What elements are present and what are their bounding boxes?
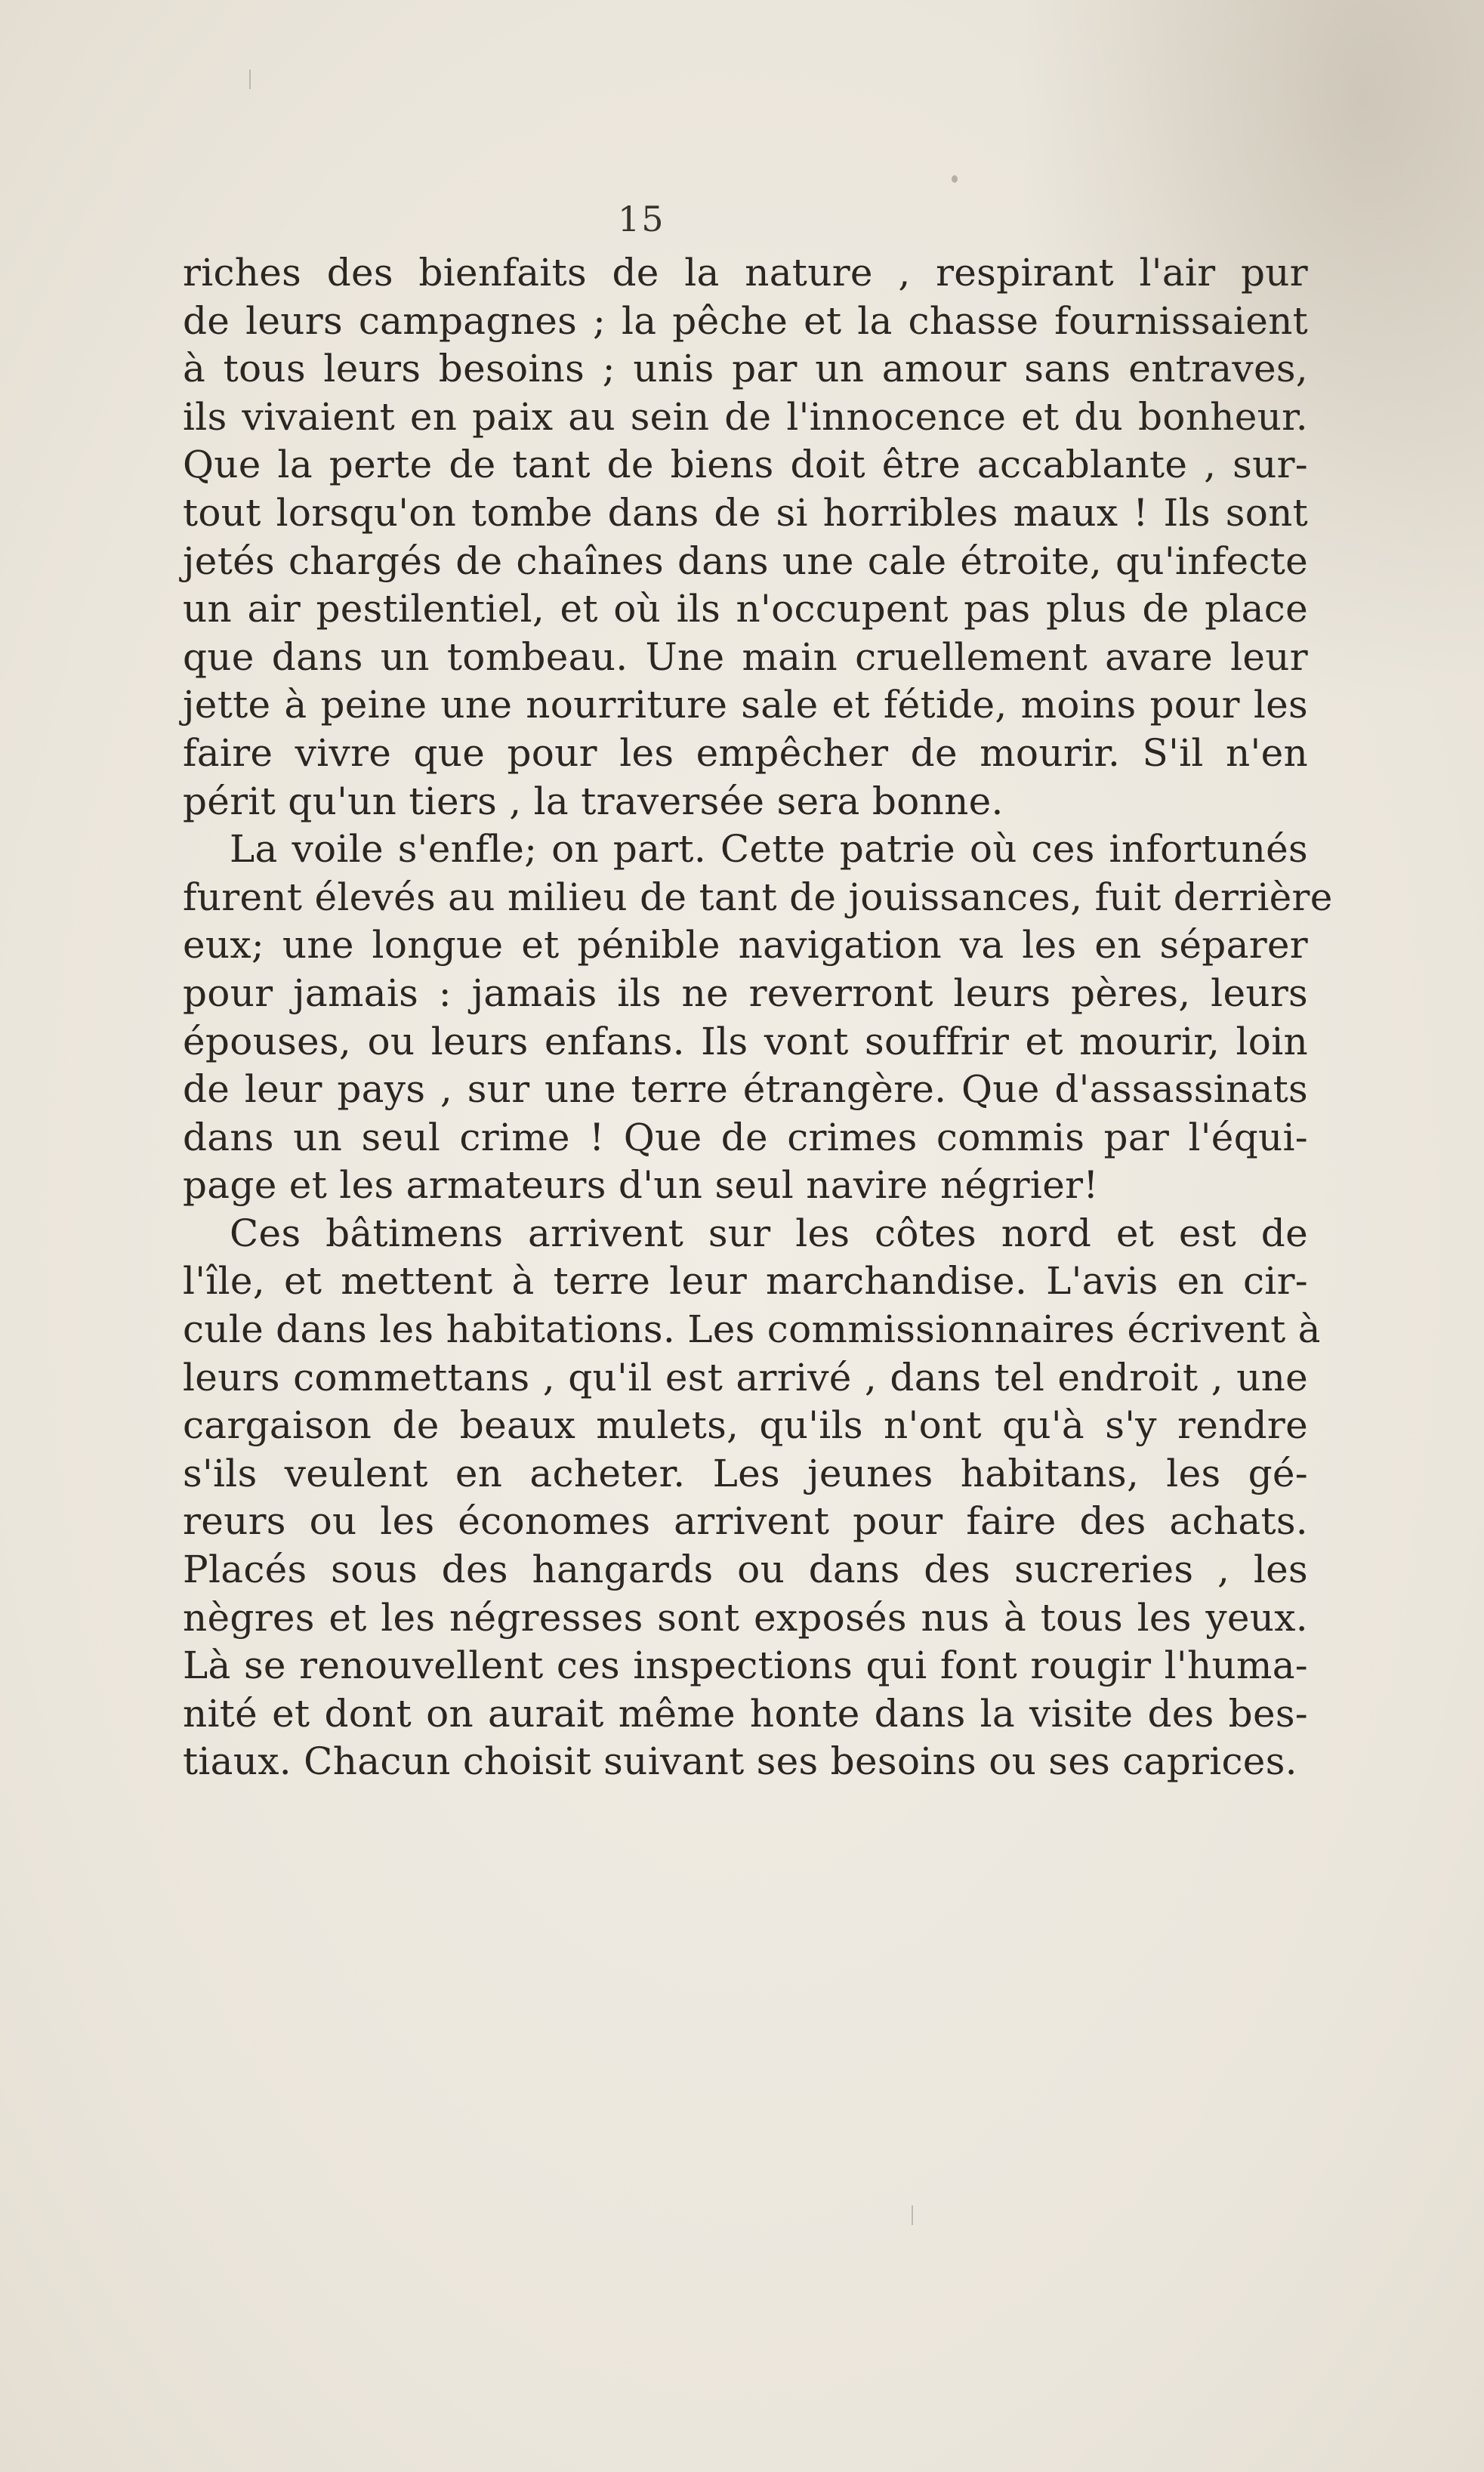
text-line: nité et dont on aurait même honte dans la visite des bes- xyxy=(183,1691,1308,1736)
text-line: page et les armateurs d'un seul navire négrier! xyxy=(183,1163,1099,1208)
text-line: s'ils veulent en acheter. Les jeunes habitans, les gé- xyxy=(183,1451,1308,1495)
text-line: périt qu'un tiers , la traversée sera bonne. xyxy=(183,779,1004,823)
text-line: faire vivre que pour les empêcher de mourir. S'il n'en xyxy=(183,730,1308,775)
text-line: cargaison de beaux mulets, qu'ils n'ont qu'à s'y rendre xyxy=(183,1403,1308,1448)
text-line: tiaux. Chacun choisit suivant ses besoins ou ses caprices. xyxy=(183,1739,1297,1784)
text-line: Là se renouvellent ces inspections qui font rougir l'huma- xyxy=(183,1643,1308,1688)
page-number: 15 xyxy=(618,199,665,239)
paragraph-start-line: Ces bâtimens arrivent sur les côtes nord et est de xyxy=(230,1211,1308,1255)
body-text xyxy=(183,249,1333,1786)
text-line: dans un seul crime ! Que de crimes commis par l'équi- xyxy=(183,1115,1308,1159)
text-line: Que la perte de tant de biens doit être accablante , sur- xyxy=(183,443,1308,487)
text-line: nègres et les négresses sont exposés nus à tous les yeux. xyxy=(183,1595,1308,1640)
text-line: cule dans les habitations. Les commissionnaires écrivent à xyxy=(183,1307,1321,1352)
text-line: riches des bienfaits de la nature , respirant l'air pur xyxy=(183,251,1308,295)
text-line: pour jamais : jamais ils ne reverront leurs pères, leurs xyxy=(183,971,1308,1015)
text-line: tout lorsqu'on tombe dans de si horribles maux ! Ils sont xyxy=(183,490,1308,535)
text-line: jetés chargés de chaînes dans une cale étroite, qu'infecte xyxy=(183,539,1308,583)
text-line: ils vivaient en paix au sein de l'innocence et du bonheur. xyxy=(183,394,1308,439)
paper-mark xyxy=(249,69,251,89)
paper-mark xyxy=(912,2205,913,2225)
text-line: Placés sous des hangards ou dans des sucreries , les xyxy=(183,1548,1308,1592)
text-line: jette à peine une nourriture sale et fétide, moins pour les xyxy=(183,683,1308,727)
text-line: de leurs campagnes ; la pêche et la chasse fournissaient xyxy=(183,298,1308,343)
text-line: à tous leurs besoins ; unis par un amour sans entraves, xyxy=(183,347,1308,391)
text-line: eux; une longue et pénible navigation va les en séparer xyxy=(183,923,1308,968)
paper-speck xyxy=(952,175,958,183)
text-line: épouses, ou leurs enfans. Ils vont souffrir et mourir, loin xyxy=(183,1019,1308,1063)
text-line: de leur pays , sur une terre étrangère. Que d'assassinats xyxy=(183,1067,1308,1112)
text-line: furent élevés au milieu de tant de jouissances, fuit derrière xyxy=(183,875,1333,919)
text-line: reurs ou les économes arrivent pour faire des achats. xyxy=(183,1499,1308,1544)
text-line: leurs commettans , qu'il est arrivé , dans tel endroit , une xyxy=(183,1355,1308,1400)
text-line: que dans un tombeau. Une main cruellement avare leur xyxy=(183,634,1308,679)
text-line: un air pestilentiel, et où ils n'occupent pas plus de place xyxy=(183,587,1308,631)
text-line: l'île, et mettent à terre leur marchandise. L'avis en cir- xyxy=(183,1259,1308,1304)
paragraph-start-line: La voile s'enfle; on part. Cette patrie où ces infortunés xyxy=(230,827,1308,872)
